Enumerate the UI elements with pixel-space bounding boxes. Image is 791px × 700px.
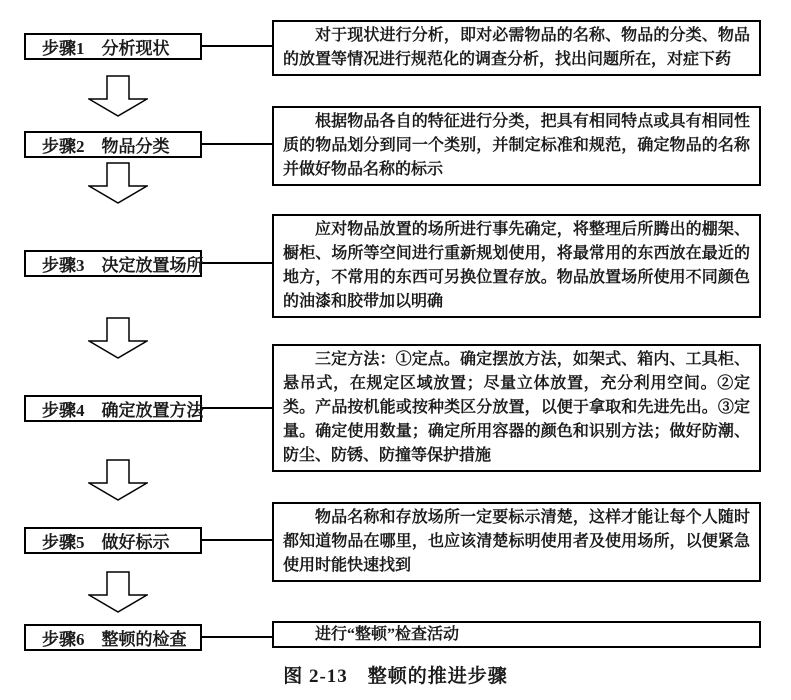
connector-line-6 <box>202 636 272 638</box>
connector-line-3 <box>202 262 272 264</box>
connector-line-5 <box>202 539 272 541</box>
connector-line-2 <box>202 143 272 145</box>
description-box-4: 三定方法：①定点。确定摆放方法，如架式、箱内、工具柜、悬吊式，在规定区域放置；尽量立体放置，充分利用空间。②定类。产品按机能或按种类区分放置，以便于拿取和先进先出。③定量。确定使用数量；确定所用容器的颜色和识别方法；做好防潮、防尘、防锈、防撞等保护措施 <box>272 344 761 472</box>
step-box-2 <box>24 131 202 158</box>
down-arrow-icon <box>88 317 148 359</box>
step-box-4 <box>24 395 202 422</box>
description-box-5: 物品名称和存放场所一定要标示清楚，这样才能让每个人随时都知道物品在哪里，也应该清楚标明使用者及使用场所，以便紧急使用时能快速找到 <box>272 502 761 582</box>
down-arrow-icon <box>88 75 148 117</box>
step-label-3: 步骤3 决定放置场所 <box>42 256 204 275</box>
down-arrow-icon <box>88 571 148 613</box>
step-label-6: 步骤6 整顿的检查 <box>42 630 187 649</box>
step-label-1: 步骤1 分析现状 <box>42 39 170 58</box>
step-box-6 <box>24 624 202 651</box>
step-box-3 <box>24 250 202 277</box>
description-box-6: 进行“整顿”检查活动 <box>272 621 761 648</box>
step-label-5: 步骤5 做好标示 <box>42 533 170 552</box>
step-box-1 <box>24 33 202 60</box>
step-label-4: 步骤4 确定放置方法 <box>42 401 204 420</box>
description-box-3: 应对物品放置的场所进行事先确定，将整理后所腾出的棚架、橱柜、场所等空间进行重新规划使用，将最常用的东西放在最近的地方，不常用的东西可另换位置存放。物品放置场所使用不同颜色的油漆和胶带加以明确 <box>272 214 761 318</box>
description-box-2: 根据物品各自的特征进行分类，把具有相同特点或具有相同性质的物品划分到同一个类别，并制定标准和规范，确定物品的名称并做好物品名称的标示 <box>272 106 761 186</box>
down-arrow-icon <box>88 162 148 204</box>
figure-caption: 图 2-13 整顿的推进步骤 <box>283 666 508 687</box>
step-box-5 <box>24 527 202 554</box>
step-label-2: 步骤2 物品分类 <box>42 137 170 156</box>
connector-line-1 <box>202 45 272 47</box>
connector-line-4 <box>202 407 272 409</box>
down-arrow-icon <box>88 459 148 501</box>
description-box-1: 对于现状进行分析，即对必需物品的名称、物品的分类、物品的放置等情况进行规范化的调查分析，找出问题所在，对症下药 <box>272 20 761 76</box>
